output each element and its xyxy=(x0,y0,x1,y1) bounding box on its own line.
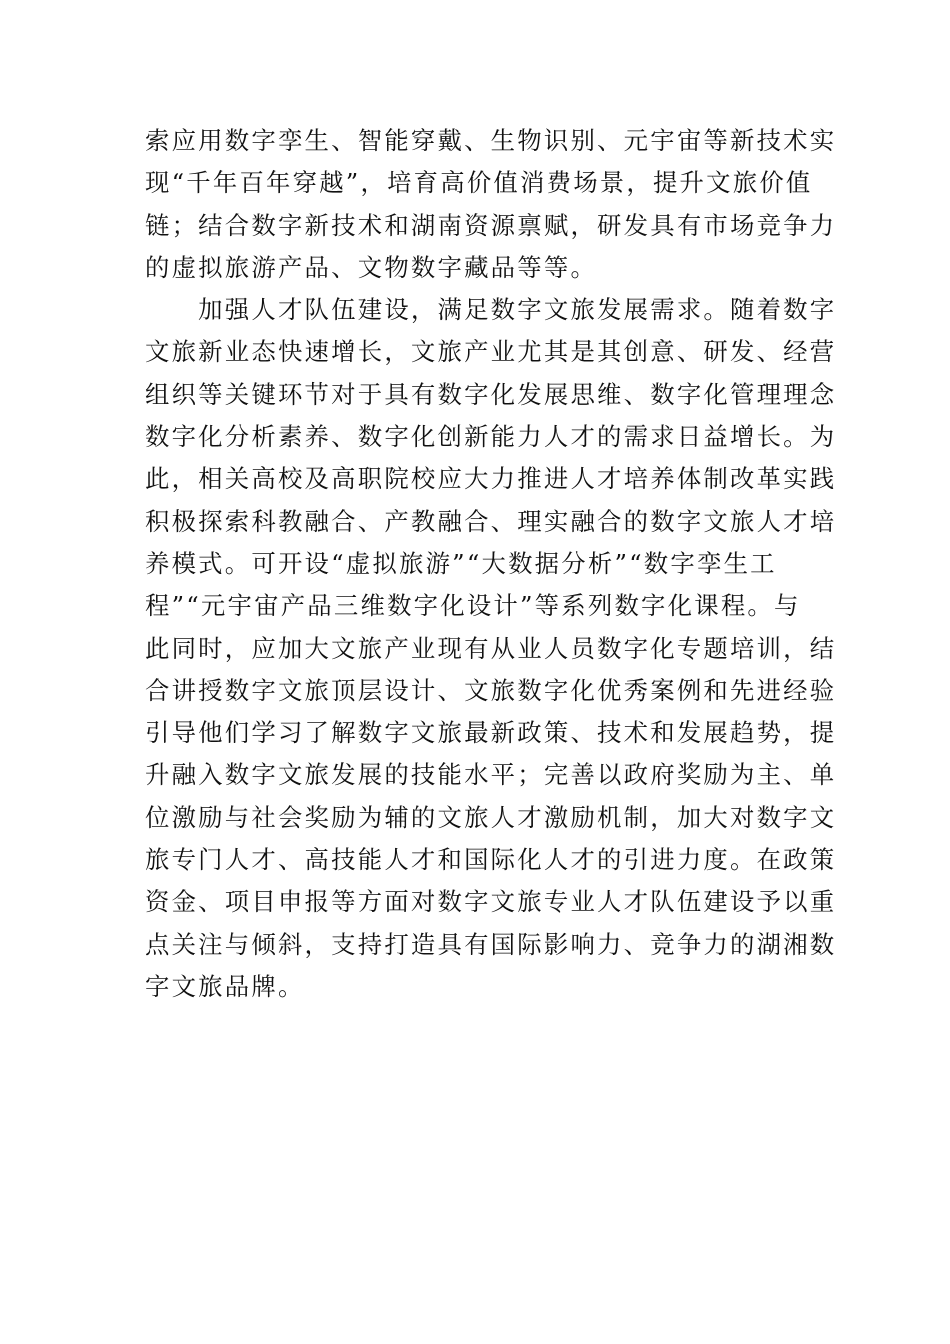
text-line: 字文旅品牌。 xyxy=(145,971,305,1001)
text-line: 此，相关高校及高职院校应大力推进人才培养体制改革实践 xyxy=(145,464,837,494)
text-line: 现“千年百年穿越”，培育高价值消费场景，提升文旅价值 xyxy=(145,168,813,198)
document-body xyxy=(145,120,837,1008)
text-line: 的虚拟旅游产品、文物数字藏品等等。 xyxy=(145,252,598,282)
text-line: 文旅新业态快速增长，文旅产业尤其是其创意、研发、经营 xyxy=(145,337,837,367)
paragraph-1 xyxy=(145,120,837,289)
text-line: 旅专门人才、高技能人才和国际化人才的引进力度。在政策 xyxy=(145,845,837,875)
text-line: 加强人才队伍建设，满足数字文旅发展需求。随着数字 xyxy=(145,295,837,325)
text-line: 点关注与倾斜，支持打造具有国际影响力、竞争力的湖湘数 xyxy=(145,929,837,959)
text-line: 位激励与社会奖励为辅的文旅人才激励机制，加大对数字文 xyxy=(145,802,837,832)
text-line: 养模式。可开设“虚拟旅游”“大数据分析”“数字孪生工 xyxy=(145,548,777,578)
text-line: 引导他们学习了解数字文旅最新政策、技术和发展趋势，提 xyxy=(145,718,837,748)
text-line: 组织等关键环节对于具有数字化发展思维、数字化管理理念 xyxy=(145,379,837,409)
text-line: 升融入数字文旅发展的技能水平；完善以政府奖励为主、单 xyxy=(145,760,837,790)
text-line: 索应用数字孪生、智能穿戴、生物识别、元宇宙等新技术实 xyxy=(145,126,837,155)
text-line: 资金、项目申报等方面对数字文旅专业人才队伍建设予以重 xyxy=(145,887,837,917)
text-line: 链；结合数字新技术和湖南资源禀赋，研发具有市场竞争力 xyxy=(145,210,837,240)
text-line: 数字化分析素养、数字化创新能力人才的需求日益增长。为 xyxy=(145,422,837,452)
paragraph-2 xyxy=(145,289,837,1008)
text-line: 程”“元宇宙产品三维数字化设计”等系列数字化课程。与 xyxy=(145,591,801,621)
text-line: 合讲授数字文旅顶层设计、文旅数字化优秀案例和先进经验 xyxy=(145,675,837,705)
text-line: 积极探索科教融合、产教融合、理实融合的数字文旅人才培 xyxy=(145,506,837,536)
text-line: 此同时，应加大文旅产业现有从业人员数字化专题培训，结 xyxy=(145,633,837,663)
